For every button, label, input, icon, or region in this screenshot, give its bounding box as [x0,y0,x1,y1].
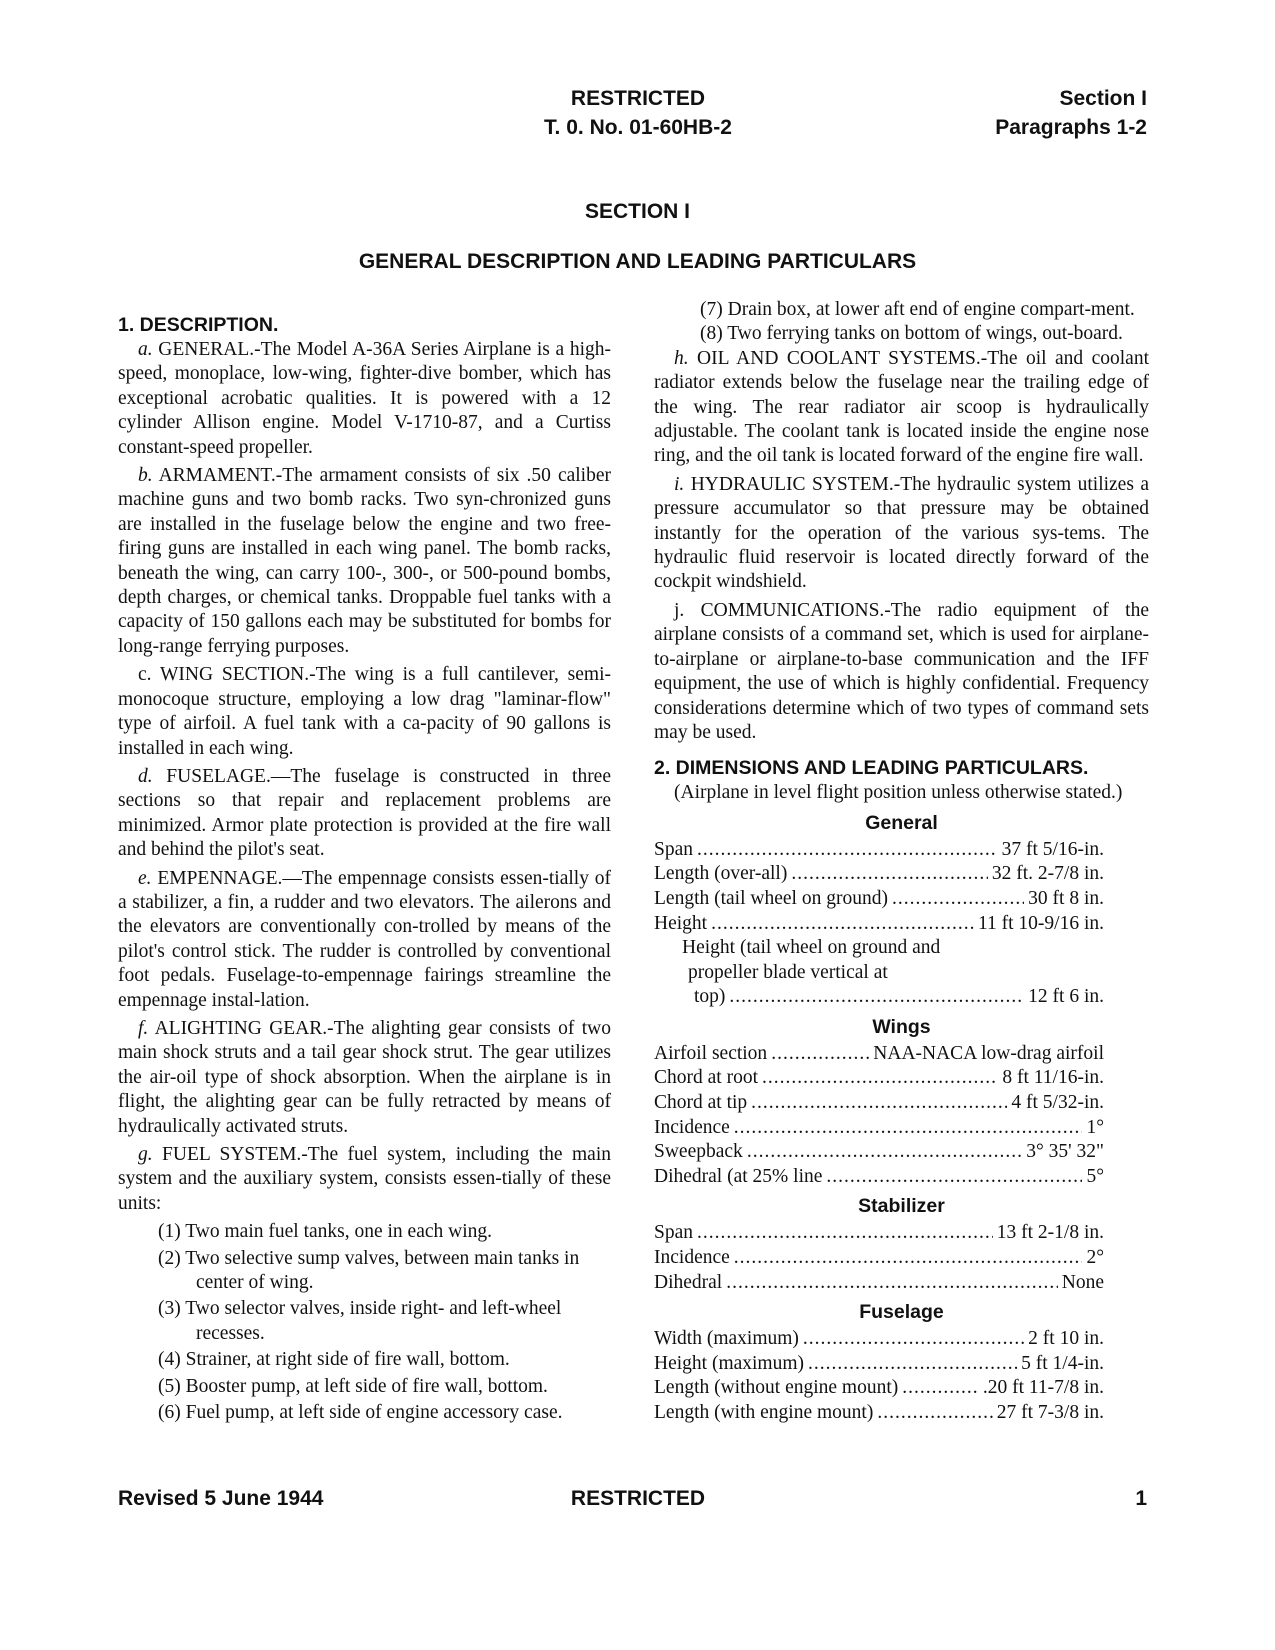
spec-row [654,1271,1149,1296]
paragraph-a [118,338,611,460]
leader-dots [762,1066,998,1091]
paragraph-text: HYDRAULIC SYSTEM.-The hydraulic system utilizes a pressure accumulator so that pressure may be obtained instantly for the operation of the various sys-tems. The hydraulic fluid reservoir is located directly forward of the cockpit windshield. [654,473,1149,593]
leader-dots [751,1091,1007,1116]
footer-revised: Revised 5 June 1944 [118,1487,324,1510]
spec-label: Airfoil section [654,1042,768,1064]
spec-label: Dihedral (at 25% line [654,1165,823,1187]
general-specs [654,838,1149,1010]
leader-dots [877,1401,992,1426]
spec-row [654,912,1149,937]
spec-value: 27 ft 7-3/8 in. [996,1402,1104,1423]
leader-dots [803,1327,1024,1352]
spec-row [654,887,1149,912]
spec-value: NAA-NACA low-drag airfoil [873,1042,1104,1064]
spec-row [654,1066,1149,1091]
section-title: SECTION I [584,200,690,223]
spec-row [654,862,1149,887]
page-header-center [488,84,788,142]
spec-label: Incidence [654,1116,730,1138]
leader-dots [808,1352,1017,1377]
paragraph-j [654,599,1149,745]
spec-row [654,1376,1149,1401]
leader-dots [826,1165,1082,1190]
header-classification: RESTRICTED [570,87,706,110]
leader-dots [902,1376,979,1401]
section-subtitle: GENERAL DESCRIPTION AND LEADING PARTICULARS [358,250,917,273]
fuselage-specs [654,1327,1149,1425]
stabilizer-title: Stabilizer [858,1195,945,1218]
spec-value: 1° [1086,1116,1104,1138]
paragraph-mark: d. [138,765,153,787]
spec-label: Dihedral [654,1271,723,1293]
spec-row [654,1401,1149,1426]
fuel-units-list-continued [654,298,1149,347]
fuselage-title: Fuselage [859,1301,944,1324]
paragraph-b [118,464,611,659]
leader-dots [697,1221,993,1246]
spec-value: 4 ft 5/32-in. [1011,1092,1104,1114]
spec-row [654,1221,1149,1246]
spec-note-line: propeller blade vertical at [688,961,888,983]
spec-row [654,1042,1149,1067]
dimensions-heading: 2. DIMENSIONS AND LEADING PARTICULARS. [654,757,1089,780]
paragraph-text: GENERAL.-The Model A-36A Series Airplane is a high-speed, monoplace, low-wing, fighter-dive bomber, which has exceptional acrobatic qualities. It is powered with a 12 cylinder Allison engine. Model V-1710-87, and a Curtiss constant-speed propeller. [118,339,611,458]
spec-label: Sweepback [654,1141,743,1163]
spec-label: Length (over-all) [654,863,788,885]
leader-dots [711,912,974,937]
page-header-right [995,84,1147,142]
paragraph-mark: h. [674,347,689,369]
spec-label: Span [654,1222,693,1244]
header-section-label: Section I [1059,87,1147,110]
paragraph-text: ARMAMENT.-The armament consists of six .50 caliber machine guns and two bomb racks. Two syn-chronized guns are installed in the fuselage below the engine and two free-firing guns are installed in each wing panel. The bomb racks, beneath the wing, can carry 100-, 300-, or 500-pound bombs, depth charges, or chemical tanks. Droppable fuel tanks with a capacity of 150 gallons each may be substituted for bombs for long-range ferrying purposes. [118,465,611,657]
spec-row [654,1165,1149,1190]
paragraph-mark: f. [138,1017,149,1039]
spec-row [654,985,1149,1010]
paragraph-text: WING SECTION.-The wing is a full cantilever, semi-monocoque structure, employing a low drag "laminar-flow" type of airfoil. A fuel tank with a ca-pacity of 90 gallons is installed in each wing. [118,664,611,759]
left-column [118,312,611,1427]
spec-row [654,1116,1149,1141]
paragraph-g [118,1143,611,1216]
spec-label: Incidence [654,1247,730,1269]
list-item: (8) Two ferrying tanks on bottom of wings, out-board. [700,323,1123,345]
page-number: 1 [1135,1487,1147,1510]
paragraph-mark: g. [138,1144,153,1165]
spec-label: top) [694,986,726,1008]
paragraph-mark: j. [674,599,685,621]
paragraph-c [118,663,611,761]
spec-label: Length (tail wheel on ground) [654,887,888,909]
list-item: (5) Booster pump, at left side of fire wall, bottom. [158,1375,548,1397]
spec-row [654,1140,1149,1165]
leader-dots [734,1116,1083,1141]
list-item: (4) Strainer, at right side of fire wall, bottom. [158,1349,510,1371]
spec-value: 2 ft 10 in. [1028,1328,1104,1350]
spec-value: 30 ft 8 in. [1028,887,1104,909]
leader-dots [771,1042,869,1067]
paragraph-mark: b. [138,465,153,487]
spec-value: None [1061,1271,1104,1293]
paragraph-mark: a. [138,339,153,360]
spec-value: 5 ft 1/4-in. [1021,1352,1104,1374]
footer-classification: RESTRICTED [570,1487,706,1510]
spec-value: 11 ft 10-9/16 in. [977,912,1104,934]
paragraph-text: OIL AND COOLANT SYSTEMS.-The oil and coolant radiator extends below the fuselage near the trailing edge of the wing. The rear radiator air scoop is hydraulically adjustable. The coolant tank is located inside the engine nose ring, and the oil tank is located forward of the engine fire wall. [654,347,1149,467]
spec-label: Span [654,838,693,860]
paragraph-e [118,867,611,1013]
paragraph-mark: i. [674,473,685,495]
spec-value: 3° 35' 32" [1026,1141,1104,1163]
paragraph-text: COMMUNICATIONS.-The radio equipment of the airplane consists of a command set, which is used for airplane-to-airplane or airplane-to-base communication and the IFF equipment, the use of which is highly confidential. Frequency considerations determine which of two types of command sets may be used. [654,599,1149,743]
spec-value: 13 ft 2-1/8 in. [996,1222,1104,1244]
paragraph-f [118,1017,611,1139]
list-item: (7) Drain box, at lower aft end of engine compart-ment. [700,299,1135,320]
spec-value: 2° [1086,1247,1104,1269]
paragraph-mark: e. [138,867,152,889]
spec-label: Length (without engine mount) [654,1377,899,1399]
leader-dots [734,1246,1083,1271]
spec-row [654,1091,1149,1116]
leader-dots [747,1140,1022,1165]
spec-value: 5° [1086,1165,1104,1187]
spec-row [654,838,1149,863]
spec-row [654,1327,1149,1352]
paragraph-text: ALIGHTING GEAR.-The alighting gear consists of two main shock struts and a tail gear shock strut. The gear utilizes the air-oil type of shock absorption. When the airplane is in flight, the alighting gear can be fully retracted by means of hydraulically activated struts. [118,1017,611,1137]
paragraph-text: EMPENNAGE.—The empennage consists essen-tially of a stabilizer, a fin, a rudder and two elevators. The ailerons and the elevators are conventionally con-trolled by means of the pilot's control stick. The rudder is controlled by conventional foot pedals. Fuselage-to-empennage fairings streamline the empennage instal-lation. [118,867,611,1011]
paragraph-text: FUSELAGE.—The fuselage is constructed in three sections so that repair and replacement problems are minimized. Armor plate protection is provided at the fire wall and behind the pilot's seat. [118,765,611,861]
spec-label: Length (with engine mount) [654,1402,874,1423]
paragraph-text: FUEL SYSTEM.-The fuel system, including the main system and the auxiliary system, consists essen-tially of these units: [118,1144,611,1214]
right-column [654,298,1149,1426]
spec-row [654,1352,1149,1377]
list-item: (6) Fuel pump, at left side of engine accessory case. [158,1402,563,1424]
spec-row [654,1246,1149,1271]
dimensions-intro: (Airplane in level flight position unless otherwise stated.) [674,782,1123,804]
paragraph-mark: c. [138,664,152,686]
header-doc-number: T. 0. No. 01-60HB-2 [544,116,732,139]
list-item: (3) Two selector valves, inside right- and left-wheel recesses. [158,1298,562,1344]
stabilizer-specs [654,1221,1149,1295]
leader-dots [697,838,998,863]
paragraph-d [118,765,611,863]
leader-dots [892,887,1024,912]
header-paragraphs-label: Paragraphs 1-2 [995,116,1147,139]
spec-label: Height (maximum) [654,1352,805,1374]
description-heading: 1. DESCRIPTION. [118,314,279,336]
spec-label: Width (maximum) [654,1328,799,1350]
spec-value: 12 ft 6 in. [1028,986,1104,1008]
spec-label: Chord at root [654,1067,758,1089]
spec-value: .20 ft 11-7/8 in. [982,1377,1104,1399]
spec-value: 32 ft. 2-7/8 in. [991,863,1104,885]
general-title: General [865,811,938,834]
leader-dots [726,1271,1058,1296]
spec-label: Chord at tip [654,1092,748,1114]
spec-label: Height [654,912,708,934]
spec-value: 37 ft 5/16-in. [1001,838,1104,860]
paragraph-h [654,347,1149,469]
leader-dots [791,862,988,887]
fuel-units-list [118,1220,611,1425]
paragraph-i [654,473,1149,595]
spec-value: 8 ft 11/16-in. [1002,1067,1104,1089]
leader-dots [729,985,1024,1010]
spec-note-line: Height (tail wheel on ground and [682,937,941,959]
wings-title: Wings [872,1015,931,1038]
wings-specs [654,1042,1149,1190]
list-item: (1) Two main fuel tanks, one in each wing. [158,1221,493,1243]
list-item: (2) Two selective sump valves, between main tanks in center of wing. [158,1247,580,1294]
